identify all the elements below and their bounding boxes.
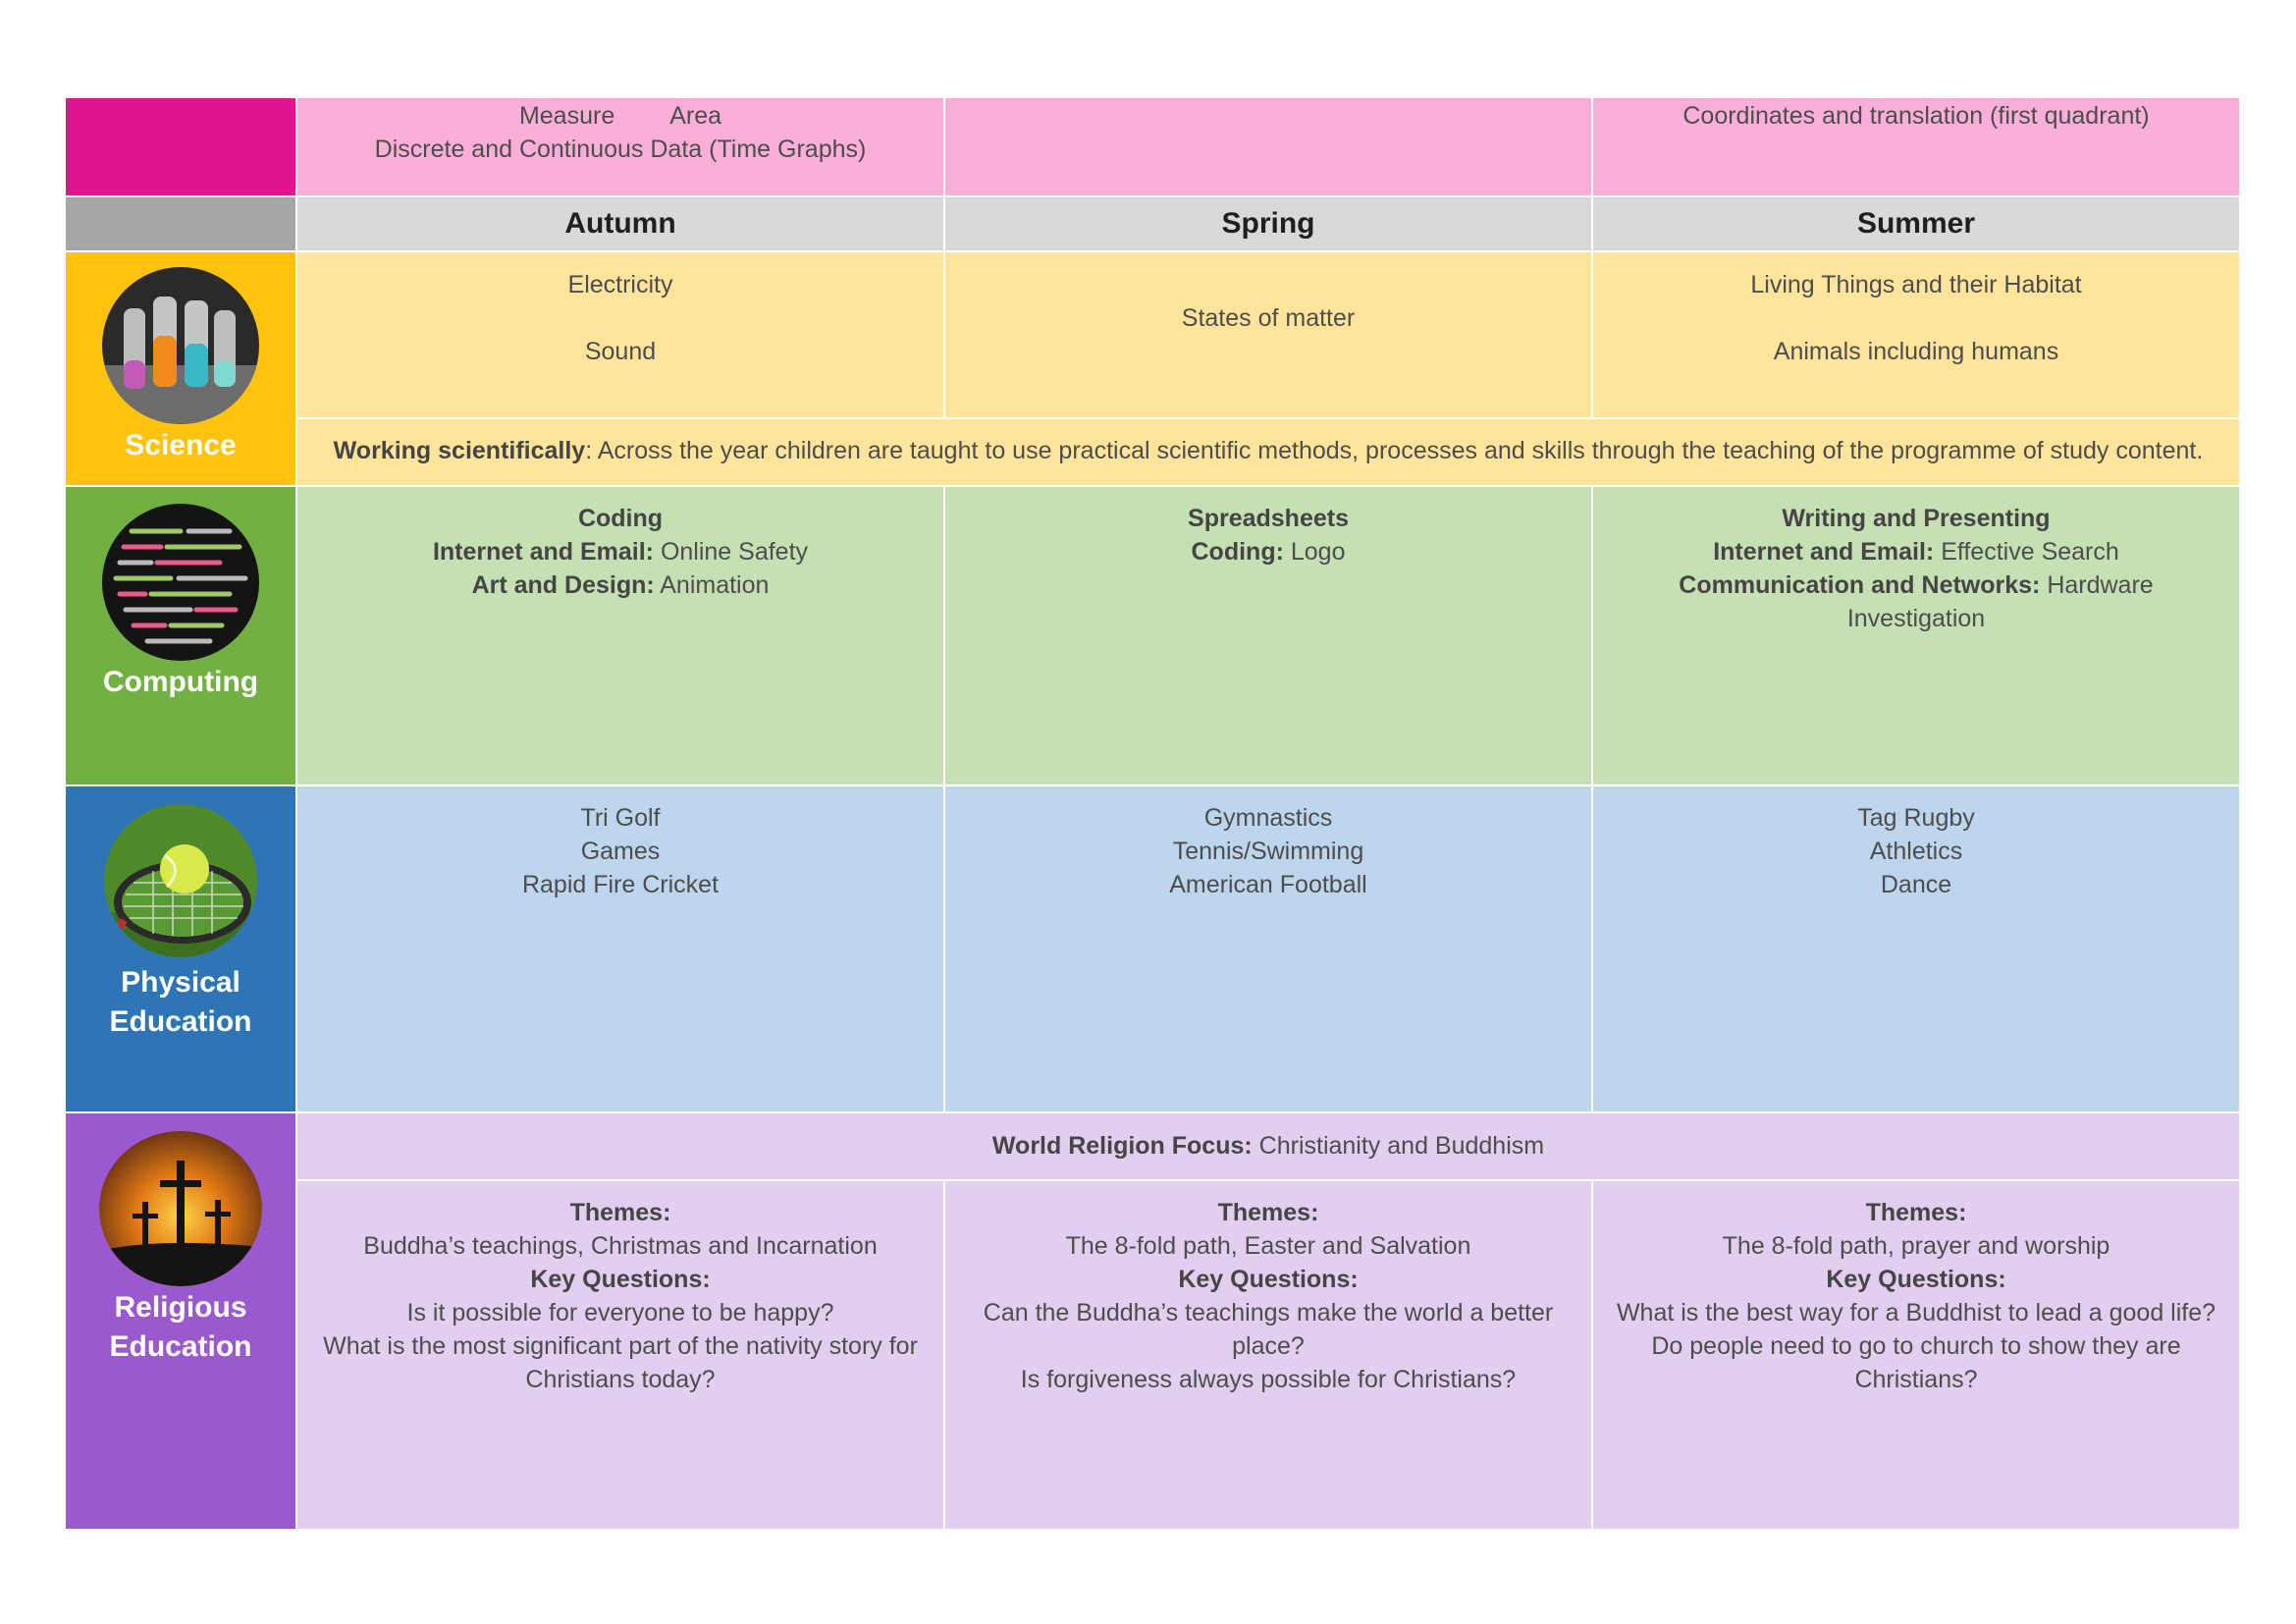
science-working-label: Working scientifically	[333, 437, 586, 464]
re-label-line-1: Religious	[114, 1291, 247, 1324]
computing-summer-line-3-text: Hardware Investigation	[1846, 571, 2154, 632]
code-screen-icon	[102, 504, 259, 661]
science-autumn-item-1: Electricity	[567, 271, 673, 298]
science-summer-cell	[1593, 252, 2241, 419]
re-spring-question-2: Is forgiveness always possible for Christians?	[1020, 1366, 1517, 1393]
computing-spring-cell	[945, 487, 1593, 786]
computing-autumn-line-3-text: Animation	[654, 571, 770, 599]
science-spring-item-1: States of matter	[1181, 304, 1356, 332]
computing-autumn-line-3-bold: Art and Design:	[471, 571, 655, 599]
maths-autumn-measure: Measure	[518, 102, 615, 130]
pe-summer-item-3: Dance	[1880, 871, 1952, 898]
tennis-ball-racket-icon	[104, 804, 257, 957]
pe-autumn-item-1: Tri Golf	[580, 804, 661, 832]
term-header-autumn: Autumn	[297, 197, 945, 252]
re-spring-theme: The 8-fold path, Easter and Salvation	[1065, 1232, 1471, 1260]
maths-autumn-area: Area	[669, 102, 722, 130]
science-autumn-item-2: Sound	[584, 338, 657, 365]
computing-label: Computing	[102, 666, 259, 698]
computing-autumn-cell	[297, 487, 945, 786]
re-spring-kq-label: Key Questions:	[1178, 1266, 1359, 1293]
re-autumn-themes-label: Themes:	[569, 1199, 671, 1226]
pe-spring-item-3: American Football	[1169, 871, 1367, 898]
science-spring-cell	[945, 252, 1593, 419]
crosses-sunset-icon	[99, 1131, 262, 1286]
computing-summer-line-3-bold: Communication and Networks:	[1679, 571, 2041, 599]
curriculum-table	[66, 98, 2241, 1531]
re-summer-question-1: What is the best way for a Buddhist to lead a good life?	[1616, 1299, 2216, 1326]
re-autumn-question-1: Is it possible for everyone to be happy?	[406, 1299, 834, 1326]
term-header-summer: Summer	[1593, 197, 2241, 252]
science-label: Science	[125, 429, 237, 461]
science-label-cell	[66, 252, 297, 487]
computing-autumn-line-1: Coding	[577, 505, 664, 532]
re-focus-cell	[297, 1113, 2241, 1181]
pe-label-cell	[66, 786, 297, 1113]
re-focus-label: World Religion Focus:	[991, 1132, 1253, 1160]
computing-summer-line-1: Writing and Presenting	[1782, 505, 2051, 532]
pe-autumn-cell	[297, 786, 945, 1113]
re-summer-theme: The 8-fold path, prayer and worship	[1722, 1232, 2110, 1260]
pe-spring-item-1: Gymnastics	[1203, 804, 1333, 832]
computing-spring-line-2-bold: Coding:	[1191, 538, 1284, 566]
maths-autumn-cell	[297, 98, 945, 197]
pe-summer-cell	[1593, 786, 2241, 1113]
maths-summer-text: Coordinates and translation (first quadrant)	[1682, 102, 2150, 130]
computing-summer-cell	[1593, 487, 2241, 786]
term-header-spring: Spring	[945, 197, 1593, 252]
re-summer-question-2: Do people need to go to church to show they are Christians?	[1651, 1332, 2181, 1393]
header-label-cell	[66, 197, 297, 252]
pe-summer-item-2: Athletics	[1869, 838, 1963, 865]
re-spring-themes-label: Themes:	[1217, 1199, 1319, 1226]
re-autumn-question-2: What is the most significant part of the nativity story for Christians today?	[323, 1332, 918, 1393]
science-summer-item-2: Animals including humans	[1773, 338, 2059, 365]
re-focus-text: Christianity and Buddhism	[1252, 1132, 1545, 1160]
re-label-line-2: Education	[109, 1330, 252, 1363]
re-autumn-theme: Buddha’s teachings, Christmas and Incarnation	[363, 1232, 878, 1260]
computing-autumn-line-2-bold: Internet and Email:	[432, 538, 654, 566]
computing-summer-line-2-bold: Internet and Email:	[1713, 538, 1935, 566]
maths-autumn-data: Discrete and Continuous Data (Time Graphs)	[374, 135, 867, 163]
science-working-cell	[297, 419, 2241, 487]
re-summer-themes-label: Themes:	[1865, 1199, 1967, 1226]
maths-label-cell	[66, 98, 297, 197]
computing-summer-line-2-text: Effective Search	[1934, 538, 2119, 566]
re-autumn-cell	[297, 1181, 945, 1531]
computing-spring-line-1: Spreadsheets	[1188, 505, 1349, 532]
re-summer-kq-label: Key Questions:	[1826, 1266, 2006, 1293]
science-working-text: : Across the year children are taught to use practical scientific methods, processes and skills through the teaching of the programme of study content.	[585, 437, 2204, 464]
computing-autumn-line-2-text: Online Safety	[654, 538, 809, 566]
pe-spring-item-2: Tennis/Swimming	[1172, 838, 1364, 865]
re-spring-cell	[945, 1181, 1593, 1531]
re-spring-question-1: Can the Buddha’s teachings make the world a better place?	[983, 1299, 1554, 1360]
maths-spring-cell	[945, 98, 1593, 197]
computing-spring-line-2-text: Logo	[1283, 538, 1346, 566]
re-autumn-kq-label: Key Questions:	[530, 1266, 711, 1293]
pe-autumn-item-3: Rapid Fire Cricket	[521, 871, 720, 898]
re-summer-cell	[1593, 1181, 2241, 1531]
pe-spring-cell	[945, 786, 1593, 1113]
maths-summer-cell	[1593, 98, 2241, 197]
science-summer-item-1: Living Things and their Habitat	[1750, 271, 2082, 298]
science-flasks-icon	[102, 267, 259, 424]
pe-label-line-2: Education	[109, 1005, 252, 1038]
computing-label-cell	[66, 487, 297, 786]
pe-label-line-1: Physical	[121, 966, 240, 999]
pe-autumn-item-2: Games	[580, 838, 661, 865]
re-label-cell	[66, 1113, 297, 1531]
science-autumn-cell	[297, 252, 945, 419]
pe-summer-item-1: Tag Rugby	[1857, 804, 1975, 832]
